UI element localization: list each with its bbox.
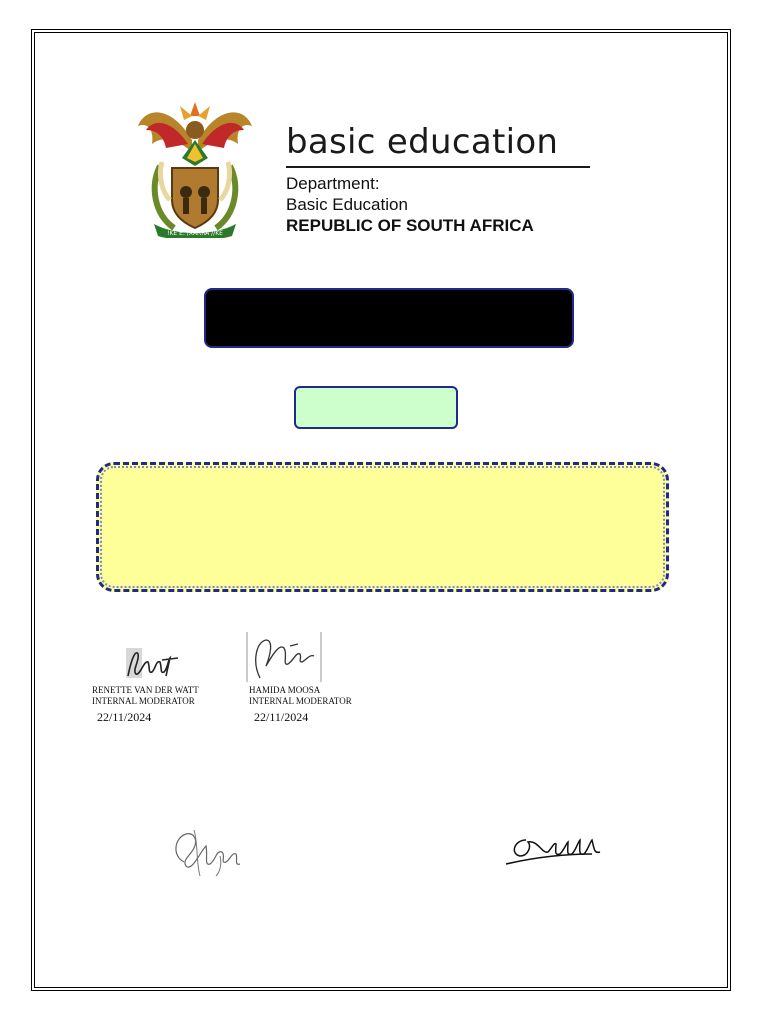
moderator-1-date: 22/11/2024: [97, 710, 152, 724]
coat-of-arms-icon: [132, 96, 258, 238]
moderator-1-signature: [122, 646, 180, 682]
moderator-1-name: RENETTE VAN DER WATT: [92, 685, 199, 695]
grade-box: [294, 386, 458, 429]
brand-divider: [286, 166, 590, 168]
examiner-signature: [164, 822, 254, 878]
moderator-1-caption: [92, 685, 199, 707]
moderator-2-caption: [249, 685, 352, 707]
moderator-2-signature: [246, 632, 324, 684]
moderator-2-name: HAMIDA MOOSA: [249, 685, 321, 695]
paper-title-box: [204, 288, 574, 348]
brand-title: basic education: [286, 122, 559, 162]
department-label: Department:: [286, 174, 380, 193]
moderator-2-role: INTERNAL MODERATOR: [249, 696, 352, 706]
country-name: REPUBLIC OF SOUTH AFRICA: [286, 216, 534, 235]
motto-text: !KE E: /XARRA //KE: [167, 230, 223, 237]
notice-box: [96, 462, 669, 592]
department-name: Basic Education: [286, 195, 408, 214]
moderator-2-date: 22/11/2024: [254, 710, 309, 724]
chief-examiner-signature: [502, 832, 612, 870]
moderator-1-role: INTERNAL MODERATOR: [92, 696, 195, 706]
department-logo: [124, 92, 606, 246]
